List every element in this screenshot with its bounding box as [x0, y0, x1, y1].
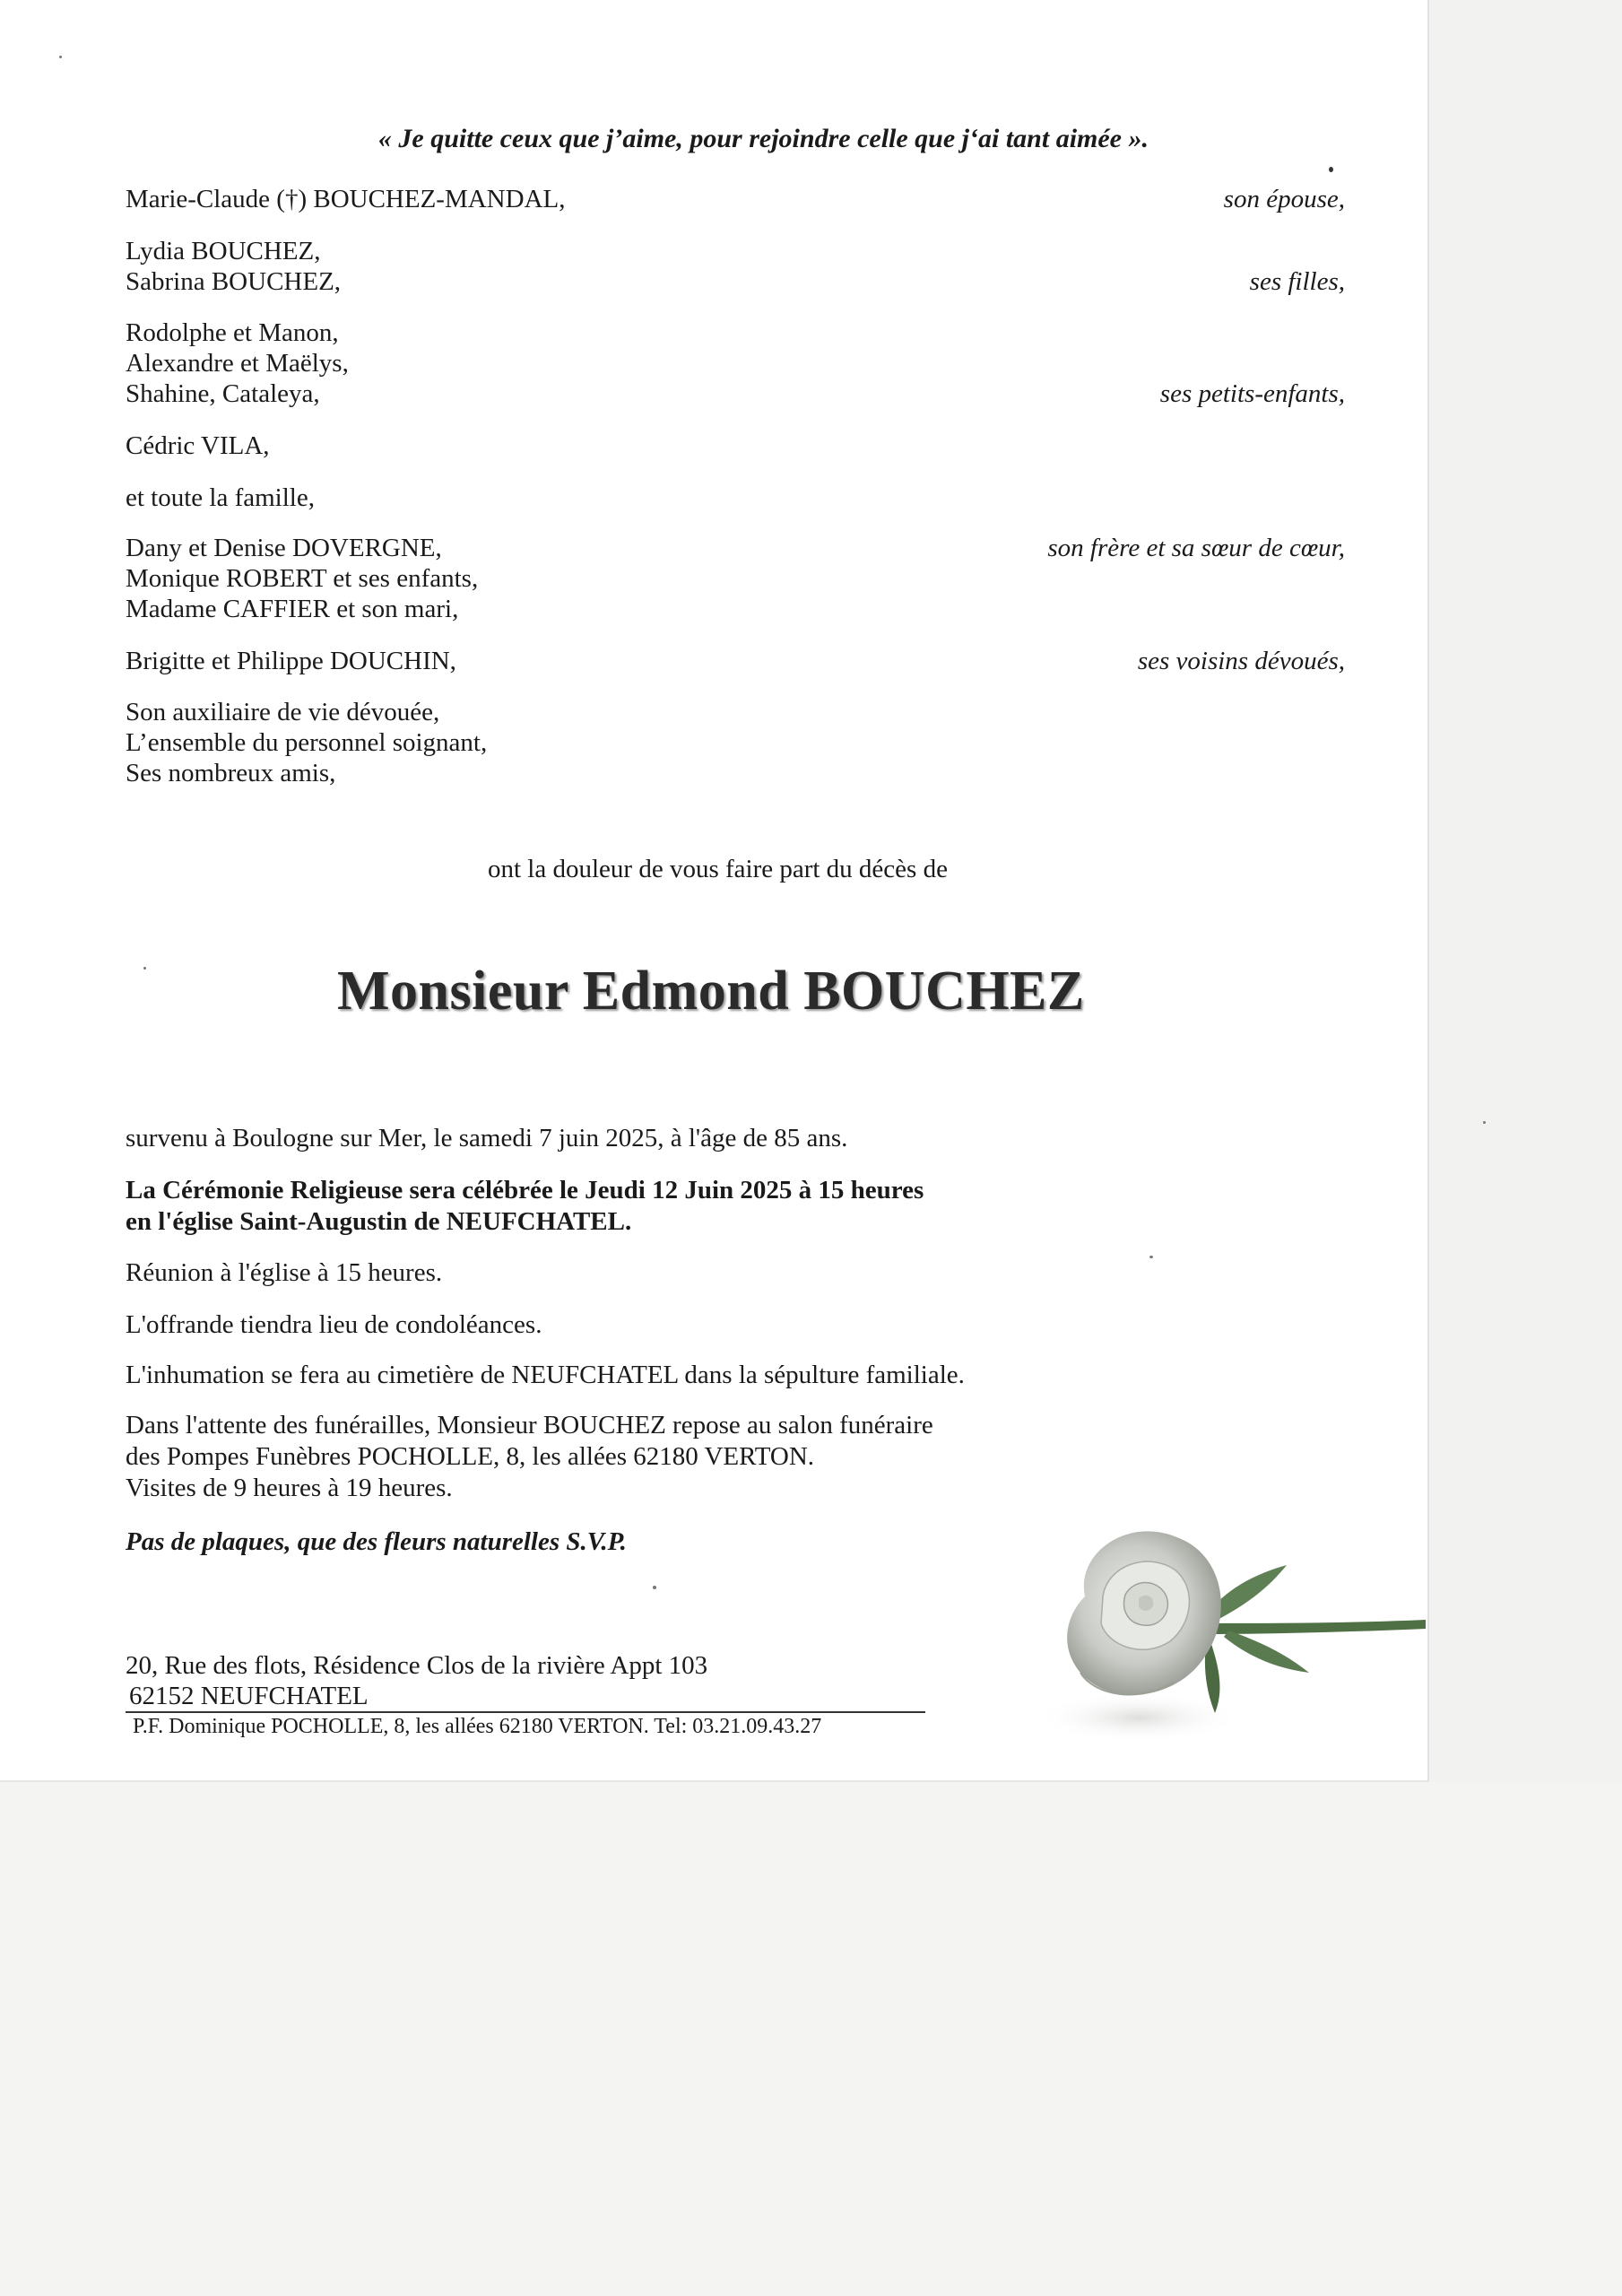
- funeral-home-footer: P.F. Dominique POCHOLLE, 8, les allées 62180 VERTON. Tel: 03.21.09.43.27: [126, 1711, 925, 1739]
- family-block-daughters: [126, 236, 1345, 297]
- family-block-neighbors: [126, 646, 1345, 676]
- ceremony-line: La Cérémonie Religieuse sera célébrée le Jeudi 12 Juin 2025 à 15 heures: [126, 1176, 924, 1205]
- family-relation: son épouse,: [1223, 185, 1345, 213]
- white-rose-icon: [1031, 1489, 1426, 1753]
- family-name: Marie-Claude (†) BOUCHEZ-MANDAL,: [126, 185, 566, 213]
- family-name: Brigitte et Philippe DOUCHIN,: [126, 647, 456, 675]
- family-block-spouse: [126, 184, 1345, 214]
- rest-line: des Pompes Funèbres POCHOLLE, 8, les allées 62180 VERTON.: [126, 1442, 815, 1471]
- rest-line: Dans l'attente des funérailles, Monsieur BOUCHEZ repose au salon funéraire: [126, 1411, 933, 1439]
- deceased-name: Monsieur Edmond BOUCHEZ: [337, 961, 1085, 1022]
- family-name: Son auxiliaire de vie dévouée,: [126, 698, 440, 726]
- rest-info: [126, 1410, 933, 1504]
- scan-speck: [59, 56, 62, 58]
- meeting-info: Réunion à l'église à 15 heures.: [126, 1258, 443, 1287]
- epigraph: « Je quitte ceux que j’aime, pour rejoindre celle que j‘ai tant aimée ».: [377, 124, 1149, 153]
- rest-line: Visites de 9 heures à 19 heures.: [126, 1474, 453, 1502]
- family-relation: ses petits-enfants,: [1159, 379, 1345, 408]
- family-name: Madame CAFFIER et son mari,: [126, 595, 459, 623]
- scan-speck: [1149, 1256, 1153, 1258]
- family-name: Rodolphe et Manon,: [126, 318, 339, 347]
- family-relation: ses filles,: [1249, 267, 1345, 296]
- burial-info: L'inhumation se fera au cimetière de NEUFCHATEL dans la sépulture familiale.: [126, 1361, 965, 1389]
- scan-speck: [1483, 1121, 1486, 1124]
- address-line: 20, Rue des flots, Résidence Clos de la rivière Appt 103: [126, 1651, 708, 1680]
- announcement: ont la douleur de vous faire part du décès de: [488, 855, 948, 883]
- family-name: L’ensemble du personnel soignant,: [126, 728, 488, 757]
- family-block-whole-family: [126, 483, 1345, 513]
- address-city: 62152 NEUFCHATEL: [129, 1682, 369, 1710]
- scan-background: [0, 1782, 1622, 2296]
- family-name: Cédric VILA,: [126, 431, 270, 460]
- family-name: Dany et Denise DOVERGNE,: [126, 534, 442, 562]
- family-block-siblings: [126, 533, 1345, 624]
- family-relation: son frère et sa sœur de cœur,: [1047, 534, 1345, 562]
- family-name: et toute la famille,: [126, 483, 315, 512]
- family-block-grandchildren: [126, 317, 1345, 409]
- family-name: Ses nombreux amis,: [126, 759, 336, 787]
- family-name: Monique ROBERT et ses enfants,: [126, 564, 479, 593]
- ceremony-info: [126, 1175, 924, 1238]
- scan-speck: [143, 967, 146, 970]
- offering-info: L'offrande tiendra lieu de condoléances.: [126, 1310, 542, 1339]
- family-name: Shahine, Cataleya,: [126, 379, 320, 408]
- flowers-note: Pas de plaques, que des fleurs naturelles S.V.P.: [126, 1527, 627, 1556]
- scan-speck: [653, 1586, 656, 1589]
- death-info: survenu à Boulogne sur Mer, le samedi 7 juin 2025, à l'âge de 85 ans.: [126, 1124, 848, 1152]
- family-name: Lydia BOUCHEZ,: [126, 237, 321, 265]
- address: [126, 1650, 707, 1711]
- family-block-cedric: [126, 430, 1345, 461]
- family-block-caregivers: [126, 697, 1345, 788]
- family-name: Sabrina BOUCHEZ,: [126, 267, 342, 296]
- family-name: Alexandre et Maëlys,: [126, 349, 349, 378]
- scan-speck: [1329, 167, 1333, 172]
- family-relation: ses voisins dévoués,: [1137, 647, 1345, 675]
- ceremony-line: en l'église Saint-Augustin de NEUFCHATEL.: [126, 1207, 632, 1236]
